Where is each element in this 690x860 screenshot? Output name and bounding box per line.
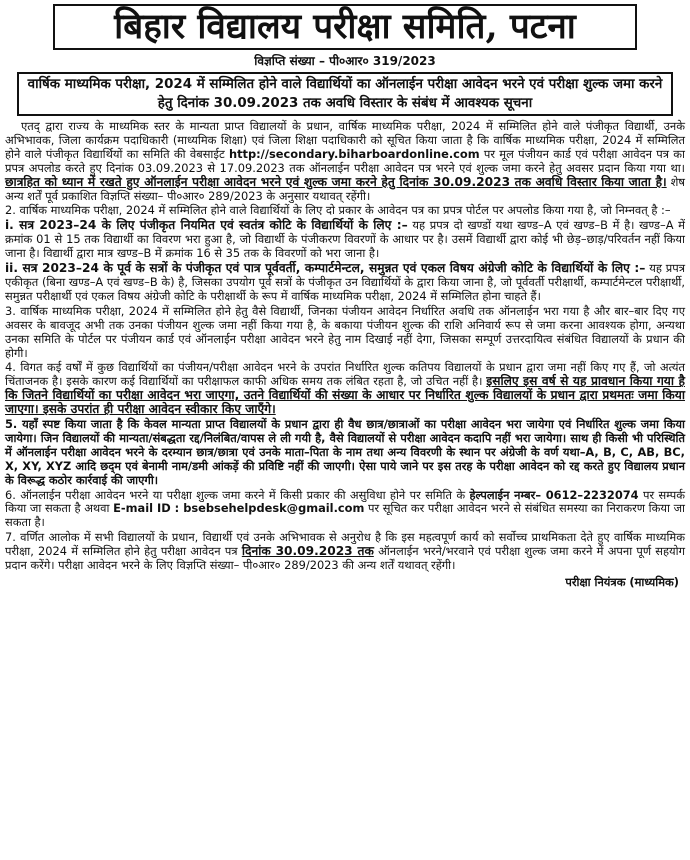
- paragraph-2-i-text: यह प्रपत्र दो खण्डों यथा खण्ड–A एवं खण्ड–B में है। खण्ड–A में क्रमांक 01 से 15 तक विद्यार्थी का विवरण भरा हुआ है, जो विद्यार्थी के पंजीकरण विवरणों के आधार पर है। उसमें विद्यार्थी द्वारा कोई भी छेड़–छाड़/परिवर्तन नहीं किया जाना है। विद्यार्थी द्वारा मात्र खण्ड–B में क्रमांक 16 से 35 तक के विवरणों को भरा जाना है।: [5, 218, 685, 261]
- paragraph-7-text-b: ऑनलाईन भरने/भरवाने एवं परीक्षा शुल्क जमा करने में अपना पूर्ण सहयोग प्रदान करेंगे। परीक्षा आवेदन भरने के लिए विज्ञप्ति संख्या– पी०आर० 289/2023 की अन्य शर्तें यथावत् रहेंगी।: [5, 544, 686, 573]
- paragraph-6-text-c: पर सूचित कर परीक्षा आवेदन भरने से संबंधित समस्या का निराकरण किया जा सकता है।: [5, 501, 685, 530]
- paragraph-2-i: [5, 219, 685, 261]
- paragraph-1-text: एतद् द्वारा राज्य के माध्यमिक स्तर के मान्यता प्राप्त विद्यालयों के प्रधान, वार्षिक माध्यमिक परीक्षा, 2024 में सम्मिलित होने वाले पंजीकृत विद्यार्थी, उनके अभिभावक, जिला कार्यक्रम पदाधिकारी (माध्यमिक शिक्षा) एवं जिला शिक्षा पदाधिकारी को सूचित किया जाता है कि वार्षिक माध्यमिक परीक्षा, 2024 में सम्मिलित होने वाले पंजीकृत विद्यार्थियों का समिति की वेबसाईट: [5, 119, 685, 161]
- notice-subject: वार्षिक माध्यमिक परीक्षा, 2024 में सम्मिलित होने वाले विद्यार्थियों का ऑनलाईन परीक्षा आवेदन भरने एवं परीक्षा शुल्क जमा करने हेतु दिनांक 30.09.2023 तक अवधि विस्तार के संबंध में आवश्यक सूचना: [17, 72, 673, 116]
- paragraph-5: 5. यहाँ स्पष्ट किया जाता है कि केवल मान्यता प्राप्त विद्यालयों के प्रधान द्वारा ही वैध छात्र/छात्राओं का परीक्षा आवेदन भरा जायेगा एवं निर्धारित शुल्क जमा किया जायेगा। जिन विद्यालयों की मान्यता/संबद्धता रद्द/निलंबित/वापस ले ली गयी है, वैसे विद्यालयों से परीक्षा आवेदन कदापि नहीं भरा जायेगा। साथ ही किसी भी परिस्थिति में ऑनलाईन परीक्षा आवेदन भरने के दरम्यान छात्र/छात्रा एवं उनके माता–पिता के नाम तथा अन्य विवरणी के स्थान पर अंग्रेजी के वर्ण यथा–A, B, C, AB, BC, X, XY, XYZ आदि छद्‌म एवं बेनामी नाम/डमी आंकड़ें की प्रविष्टि नहीं की जाएगी। ऐसा पाये जाने पर इस तरह के परीक्षा आवेदन को रद्द करते हुए विद्यालय प्रधान के विरूद्ध कठोर कार्रवाई की जाएगी।: [5, 417, 685, 487]
- paragraph-2-ii: [5, 262, 685, 304]
- paragraph-6-text: 6. ऑनलाईन परीक्षा आवेदन भरने या परीक्षा शुल्क जमा करने में किसी प्रकार की असुविधा होने पर समिति के: [5, 487, 466, 502]
- helpline-number: हेल्पलाईन नम्बर– 0612–2232074: [469, 487, 639, 502]
- paragraph-2-ii-text: यह प्रपत्र एकीकृत (बिना खण्ड–A एवं खण्ड–B के) है, जिसका उपयोग पूर्व सत्रों के पंजीकृत उन विद्यार्थियों के द्वारा किया जाना है, जो पूर्ववर्ती परीक्षार्थी, कम्पार्टमेन्टल परीक्षार्थी, समुन्नत परीक्षार्थी एवं एकल विषय अंग्रेजी कोटि के परीक्षार्थी के रूप में वार्षिक माध्यमिक परीक्षा, 2024 में सम्मिलित होना चाहते हैं।: [5, 261, 686, 303]
- paragraph-6-text-b: पर सम्पर्क किया जा सकता है अथवा: [5, 487, 686, 516]
- paragraph-4-text: 4. विगत कई वर्षों में कुछ विद्यार्थियों का पंजीयन/परीक्षा आवेदन भरने के उपरांत निर्धारित शुल्क कतिपय विद्यालयों के प्रधान द्वारा जमा नहीं किए गए हैं, जो अत्यंत चिंताजनक है। इसके कारण कई विद्यार्थियों का परीक्षाफल काफी अधिक समय तक लंबित रहता है, जो उचित नहीं है।: [5, 360, 685, 389]
- paragraph-1-text-b: पर मूल पंजीयन कार्ड एवं परीक्षा आवेदन पत्र का प्रपत्र अपलोड करते हुए दिनांक 03.09.2023 से 17.09.2023 तक ऑनलाईन परीक्षा आवेदन पत्र भरने एवं शुल्क जमा करने हेतु अवसर प्रदान किया गया था।: [5, 146, 685, 175]
- extension-highlight: छात्रहित को ध्यान में रखते हुए ऑनलाईन परीक्षा आवेदन भरने एवं शुल्क जमा करने हेतु दिनांक 30.09.2023 तक अवधि विस्तार किया जाता है।: [5, 174, 667, 189]
- paragraph-2: 2. वार्षिक माध्यमिक परीक्षा, 2024 में सम्मिलित होने वाले विद्यार्थियों के लिए दो प्रकार के आवेदन पत्र का प्रपत्र पोर्टल पर अपलोड किया गया है, जो निम्नवत् है :–: [5, 203, 671, 218]
- board-title: बिहार विद्यालय परीक्षा समिति, पटना: [53, 4, 637, 50]
- paragraph-1-text-c: शेष अन्य शर्तें पूर्व प्रकाशित विज्ञप्ति संख्या– पी०आर० 289/2023 के अनुसार यथावत् रहेंगी।: [5, 174, 686, 203]
- paragraph-6: [5, 489, 685, 531]
- paragraph-7: [5, 531, 685, 573]
- paragraph-7-text: 7. वर्णित आलोक में सभी विद्यालयों के प्रधान, विद्यार्थी एवं उनके अभिभावक से अनुरोध है कि इस महत्वपूर्ण कार्य को सर्वोच्च प्राथमिकता देते हुए वार्षिक माध्यमिक परीक्षा, 2024 में सम्मिलित होने हेतु परीक्षा आवेदन पत्र: [5, 530, 685, 559]
- paragraph-3: 3. वार्षिक माध्यमिक परीक्षा, 2024 में सम्मिलित होने हेतु वैसे विद्यार्थी, जिनका पंजीयन आवेदन निर्धारित अवधि तक ऑनलाईन भरा गया है और बार–बार दिए गए अवसर के बावजूद अभी तक उनका पंजीयन शुल्क जमा नहीं किया गया है, के बकाया पंजीयन शुल्क की राशि अनिवार्य रूप से जमा करना आवश्यक होगा, अन्यथा उनका समिति के पोर्टल पर पंजीयन कार्ड एवं ऑनलाईन परीक्षा आवेदन भरने हेतु नाम दिखाई नहीं देगा, जिसका सम्पूर्ण उत्तरदायित्व संबंधित विद्यालयों के प्रधान की होगी।: [5, 303, 685, 360]
- signature-designation: परीक्षा नियंत्रक (माध्यमिक): [565, 575, 679, 589]
- paragraph-2-ii-heading: ii. सत्र 2023–24 के पूर्व के सत्रों के पंजीकृत एवं पात्र पूर्ववर्ती, कम्पार्टमेन्टल, समुन्नत एवं एकल विषय अंग्रेजी कोटि के विद्यार्थियों के लिए :–: [5, 261, 646, 276]
- notice-body: [5, 120, 685, 573]
- paragraph-4: [5, 361, 685, 417]
- board-website-url[interactable]: http://secondary.biharboardonline.com: [228, 146, 480, 161]
- helpdesk-email[interactable]: E-mail ID : bsebsehelpdesk@gmail.com: [113, 501, 365, 516]
- deadline-highlight: दिनांक 30.09.2023 तक: [241, 544, 374, 559]
- paragraph-1: [5, 120, 685, 203]
- notice-page: [5, 4, 685, 856]
- notice-number: विज्ञप्ति संख्या – पी०आर० 319/2023: [254, 54, 436, 68]
- paragraph-2-i-heading: i. सत्र 2023–24 के लिए पंजीकृत नियमित एवं स्वतंत्र कोटि के विद्यार्थियों के लिए :–: [5, 218, 408, 233]
- fee-provision-highlight: इसलिए इस वर्ष से यह प्रावधान किया गया है कि जितने विद्यार्थियों का परीक्षा आवेदन भरा जाएगा, उतने विद्यार्थियों की संख्या के आधार पर निर्धारित शुल्क विद्यालयों के प्रधान द्वारा प्रथमतः जमा किया जाएगा। इसके उपरांत ही परीक्षा आवेदन स्वीकार किए जाएँगे।: [5, 374, 685, 417]
